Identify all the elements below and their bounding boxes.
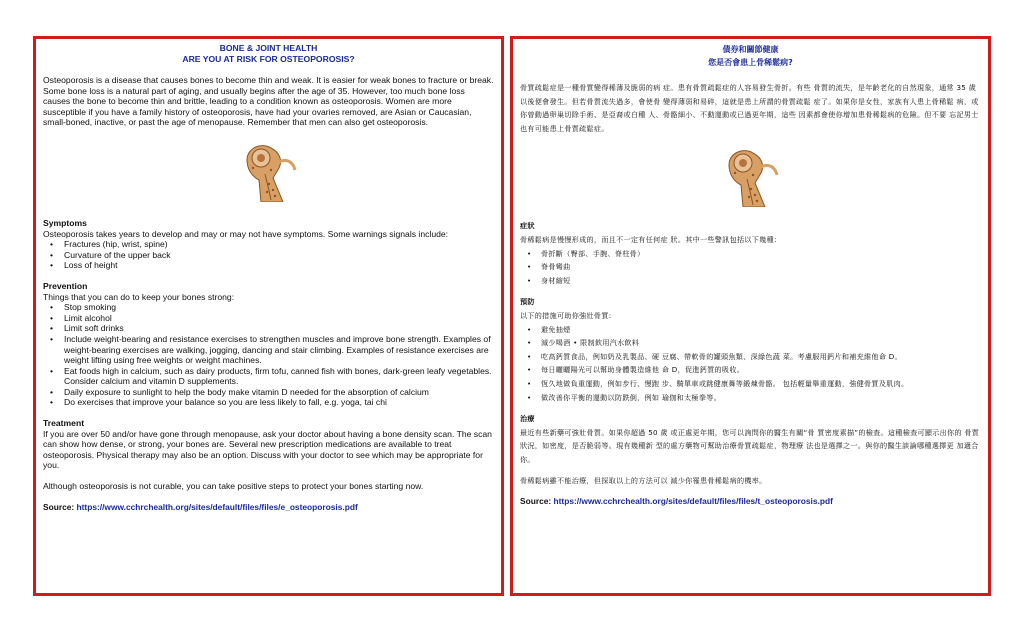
list-item: • 脊骨彎曲 — [520, 260, 981, 274]
english-symptoms-heading: Symptoms — [43, 217, 87, 228]
english-source-link[interactable]: https://www.cchrchealth.org/sites/default/files/files/e_osteoporosis.pdf — [76, 501, 358, 512]
english-treatment-heading: Treatment — [43, 418, 85, 429]
chinese-treatment-section — [520, 412, 981, 488]
list-item: • 避免抽煙 — [520, 323, 981, 337]
list-item: • Daily exposure to sunlight to help the body make vitamin D needed for the absorption of calcium — [43, 387, 494, 398]
chinese-symptoms-list — [520, 247, 981, 288]
list-item: • 吃高鈣質食品，例如奶及乳製品、硬 豆腐、帶軟骨的罐頭魚類、深綠色蔬 菜。考慮服用鈣片和補充維他命 D。 — [520, 350, 981, 364]
english-prevention-heading: Prevention — [43, 280, 88, 291]
hip-bone-illustration — [239, 140, 299, 202]
list-item: • Stop smoking — [43, 302, 494, 313]
list-item: • 做改善你平衡的運動以防跌倒，例如 瑜伽和太極拳等。 — [520, 391, 981, 405]
list-item: • 恆久地做負重運動，例如步行、慢跑 步、騎單車或跳健康舞等鍛煉骨骼。 包括輕量舉重運動，強健骨質及肌肉。 — [520, 377, 981, 391]
english-treatment-text: If you are over 50 and/or have gone through menopause, ask your doctor about having a bone density scan. The scan can show how dense, or strong, your bones are. Several new prescription medications are available to treat osteoporosis. Physical therapy may also be an option. Discuss with your doctor to see which may be appropriate for you. — [43, 428, 492, 471]
chinese-symptoms-heading: 症狀 — [520, 221, 535, 231]
english-symptoms-list — [43, 239, 494, 271]
english-title-line2: ARE YOU AT RISK FOR OSTEOPOROSIS? — [182, 54, 355, 64]
english-prevention-list — [43, 302, 494, 408]
hip-bone-illustration — [721, 145, 781, 207]
chinese-intro: 骨質疏鬆症是一種骨質變得稀薄及脆弱的病 症。患有骨質疏鬆症的人容易發生骨折。有些 骨質的流失，是年齡老化的自然現象，通常 35 歲以後便會發生。但若骨質流失過多，會使骨 變得薄弱和易碎，這就是患上所謂的骨質疏鬆 症了。如果你是女性，家族有人患上骨稀鬆 病，或你曾動過卵巢切除手術、是亞裔或白種 人、骨骼細小、不動運動或已過更年期，這些 因素都會使你增加患骨稀鬆病的危險。但不要 忘記男士也有可能患上骨質疏鬆症。 — [520, 83, 979, 133]
list-item: • Loss of height — [43, 260, 494, 271]
chinese-panel — [510, 36, 991, 596]
chinese-title-line1: 債券和關節健康 — [722, 45, 779, 54]
english-title — [43, 43, 494, 65]
list-item: • Fractures (hip, wrist, spine) — [43, 239, 494, 250]
list-item: • Limit alcohol — [43, 313, 494, 324]
english-symptoms-text: Osteoporosis takes years to develop and may or may not have symptoms. Some warnings signals include: — [43, 228, 449, 239]
chinese-title-line2: 您是否會患上骨稀鬆病? — [708, 58, 793, 67]
chinese-prevention-heading: 預防 — [520, 297, 535, 307]
english-treatment-section — [43, 418, 494, 492]
chinese-source — [520, 496, 981, 506]
list-item: • Limit soft drinks — [43, 323, 494, 334]
english-source — [43, 502, 494, 512]
list-item: • Do exercises that improve your balance so you are less likely to fall, e.g. yoga, tai chi — [43, 397, 494, 408]
english-title-line1: BONE & JOINT HEALTH — [219, 43, 318, 53]
chinese-source-link[interactable]: https://www.cchrchealth.org/sites/default/files/files/t_osteoporosis.pdf — [553, 496, 833, 507]
chinese-treatment-text: 最近有些新藥可強壯骨質。如果你超過 50 歲 或正處更年期，您可以詢問你的醫生有關“骨 質密度素描”的檢查。這種檢查可顯示出你的 骨質狀況，如密度，是否脆弱等。現有幾種新 型的處方藥物可幫助治療骨質疏鬆症，物理療 法也是選擇之一。與你的醫生談論哪種選擇更 加適合你。 — [520, 427, 980, 464]
chinese-symptoms-text: 骨稀鬆病是慢慢形成的，而且不一定有任何症 狀。其中一些警訊包括以下幾種： — [520, 234, 782, 244]
list-item: • 減少喝酒 • 限制飲用汽水飲料 — [520, 336, 981, 350]
english-symptoms-section — [43, 218, 494, 271]
chinese-treatment-heading: 治療 — [520, 414, 535, 424]
list-item: • 身材縮短 — [520, 274, 981, 288]
chinese-prevention-section — [520, 295, 981, 404]
chinese-symptoms-section — [520, 219, 981, 287]
english-intro: Osteoporosis is a disease that causes bones to become thin and weak. It is easier for weak bones to fracture or break. Some bone loss is a natural part of aging, and usually begins after the age of 35. However, too much bone loss causes the bone to become thin and brittle, leading to a condition known as osteoporosis. Women are more susceptible if you have a family history of osteoporosis, have had your ovaries removed, are Asian or Caucasian, small-boned, inactive, or past the age of menopause. Remember that men can also get osteoporosis. — [43, 75, 494, 128]
source-label: Source: — [43, 501, 75, 512]
list-item: • 骨折斷（臀部、手腕、脊柱骨） — [520, 247, 981, 261]
chinese-prevention-list — [520, 323, 981, 405]
english-prevention-section — [43, 281, 494, 408]
list-item: • 每日曬曬陽光可以幫助身體製造維他 命 D，促進鈣質的吸收。 — [520, 363, 981, 377]
list-item: • Eat foods high in calcium, such as dairy products, firm tofu, canned fish with bones, dark-green leafy vegetables. Consider calcium and vitamin D supplements. — [43, 366, 494, 387]
english-prevention-text: Things that you can do to keep your bones strong: — [43, 291, 235, 302]
chinese-prevention-text: 以下的措施可助你強壯骨質: — [520, 310, 612, 320]
english-panel — [33, 36, 504, 596]
source-label: Source: — [520, 496, 552, 507]
list-item: • Curvature of the upper back — [43, 250, 494, 261]
chinese-treatment-closing: 骨稀鬆病雖不能治療，但採取以上的方法可以 減少你罹患骨稀鬆病的機率。 — [520, 476, 767, 486]
list-item: • Include weight-bearing and resistance exercises to strengthen muscles and improve bone strength. Examples of weight-bearing exercises are walking, jogging, dancing and stair climbing. Examples of resistance exercises are weight lifting using free weights or weight machines. — [43, 334, 494, 366]
chinese-title — [520, 43, 981, 69]
english-treatment-closing: Although osteoporosis is not curable, you can take positive steps to protect your bones starting now. — [43, 481, 424, 492]
